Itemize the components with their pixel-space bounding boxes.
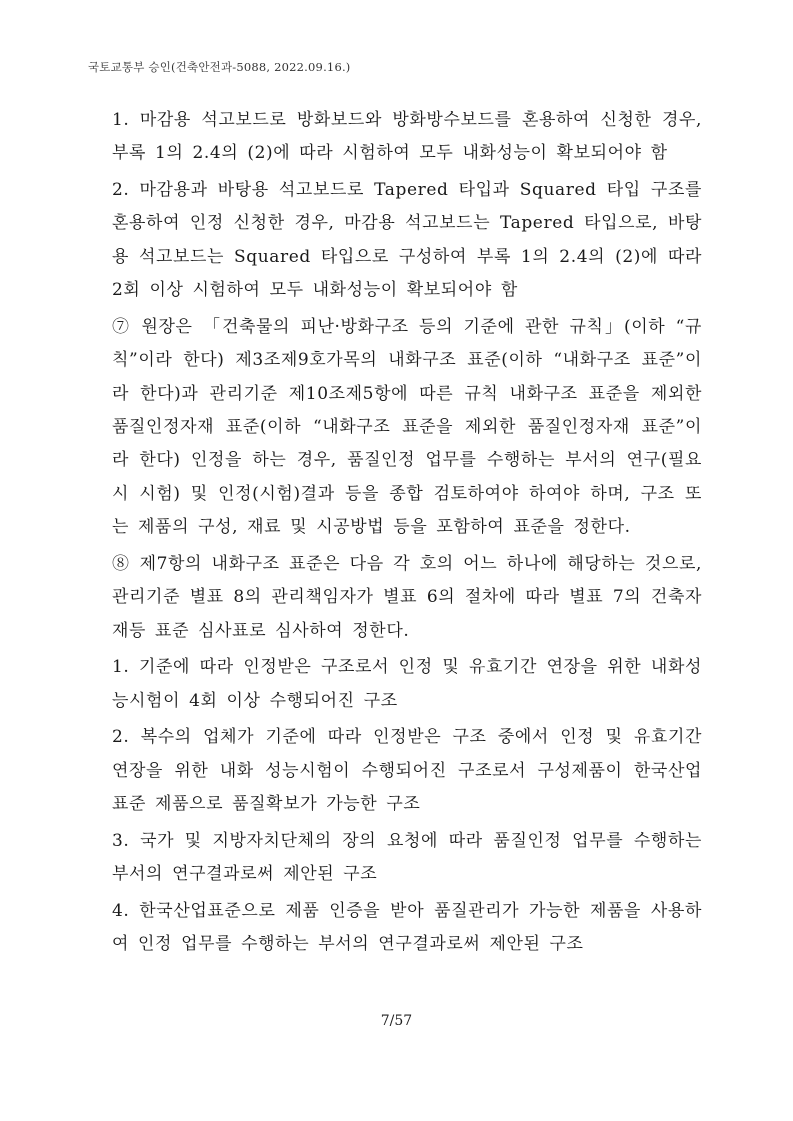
paragraph-clause-7: ⑦ 원장은 「건축물의 피난·방화구조 등의 기준에 관한 규칙」(이하 “규칙”이라 한다) 제3조제9호가목의 내화구조 표준(이하 “내화구조 표준”이라 한다)과 관리기준 제10조제5항에 따른 규칙 내화구조 표준을 제외한 품질인정자재 표준(이하 “내화구조 표준을 제외한 품질인정자재 표준”이라 한다) 인정을 하는 경우, 품질인정 업무를 수행하는 부서의 연구(필요시 시험) 및 인정(시험)결과 등을 종합 검토하여야 하여야 하며, 구조 또는 제품의 구성, 재료 및 시공방법 등을 포함하여 표준을 정한다. xyxy=(112,316,702,538)
paragraph-clause-8-item-3: 3. 국가 및 지방자치단체의 장의 요청에 따라 품질인정 업무를 수행하는 부서의 연구결과로써 제안된 구조 xyxy=(112,830,702,885)
document-body xyxy=(112,104,702,965)
paragraph-item-2-tapered-squared: 2. 마감용과 바탕용 석고보드로 Tapered 타입과 Squared 타입 구조를 혼용하여 인정 신청한 경우, 마감용 석고보드는 Tapered 타입으로, 바탕용 석고보드는 Squared 타입으로 구성하여 부록 1의 2.4의 (2)에 따라 2회 이상 시험하여 모두 내화성능이 확보되어야 함 xyxy=(112,180,702,301)
paragraph-item-1-mixed-finishing-boards: 1. 마감용 석고보드로 방화보드와 방화방수보드를 혼용하여 신청한 경우, 부록 1의 2.4의 (2)에 따라 시험하여 모두 내화성능이 확보되어야 함 xyxy=(112,110,702,164)
page-number: 7/57 xyxy=(380,1013,413,1029)
paragraph-clause-8-item-2: 2. 복수의 업체가 기준에 따라 인정받은 구조 중에서 인정 및 유효기간 연장을 위한 내화 성능시험이 수행되어진 구조로서 구성제품이 한국산업표준 제품으로 품질확보가 가능한 구조 xyxy=(112,727,702,815)
paragraph-clause-8: ⑧ 제7항의 내화구조 표준은 다음 각 호의 어느 하나에 해당하는 것으로, 관리기준 별표 8의 관리책임자가 별표 6의 절차에 따라 별표 7의 건축자재등 표준 심사표로 심사하여 정한다. xyxy=(112,553,702,641)
approval-header: 국토교통부 승인(건축안전과-5088, 2022.09.16.) xyxy=(88,60,351,74)
paragraph-clause-8-item-1: 1. 기준에 따라 인정받은 구조로서 인정 및 유효기간 연장을 위한 내화성능시험이 4회 이상 수행되어진 구조 xyxy=(112,657,702,711)
paragraph-clause-8-item-4: 4. 한국산업표준으로 제품 인증을 받아 품질관리가 가능한 제품을 사용하여 인정 업무를 수행하는 부서의 연구결과로써 제안된 구조 xyxy=(112,900,702,955)
